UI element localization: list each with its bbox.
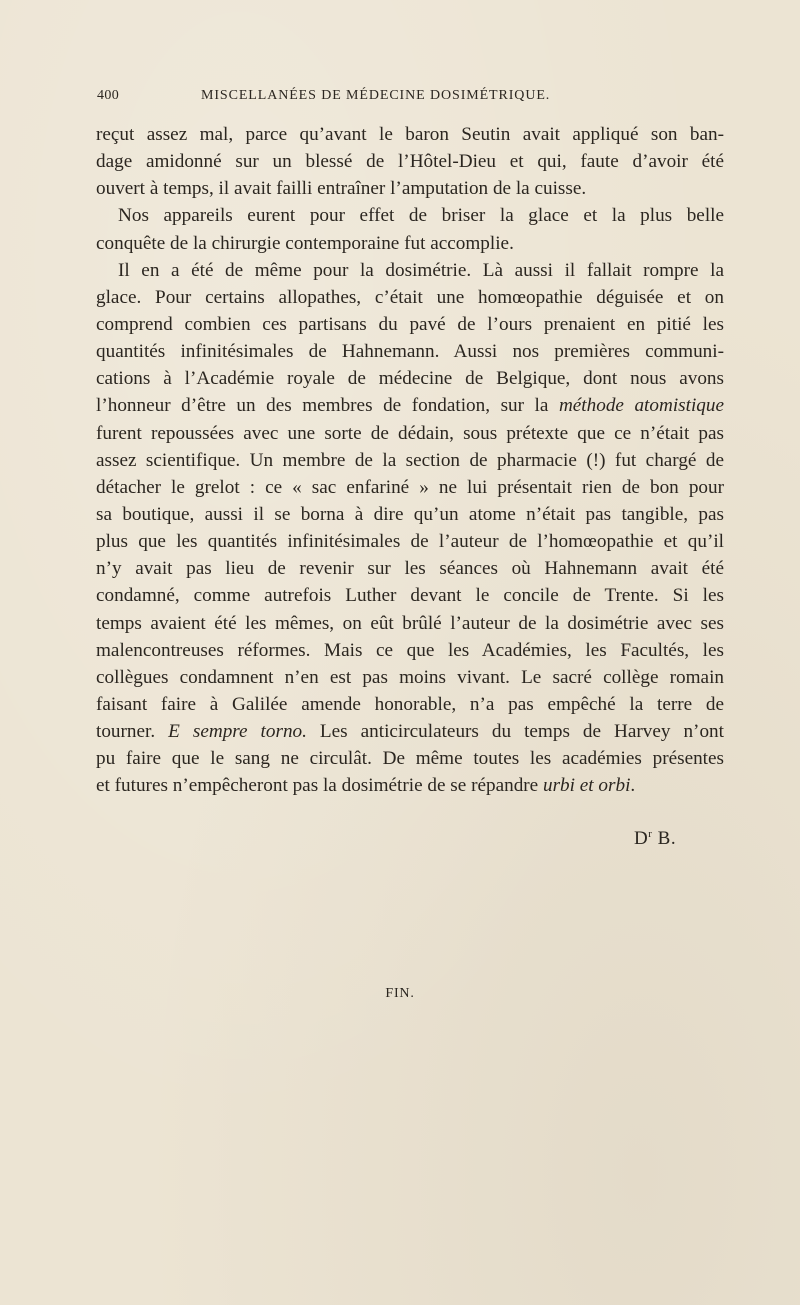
text-line <box>96 772 724 799</box>
text-line: reçut assez mal, parce qu’avant le baron Seutin avait appliqué son ban- <box>96 124 724 145</box>
page-number: 400 <box>97 88 120 103</box>
italic-phrase: urbi et orbi <box>543 775 631 797</box>
text-line: Nos appareils eurent pour effet de briser la glace et la plus belle <box>118 205 724 227</box>
text-line: détacher le grelot : ce « sac enfariné » ne lui présentait rien de bon pour <box>96 476 724 498</box>
running-title: MISCELLANÉES DE MÉDECINE DOSIMÉTRIQUE. <box>201 88 551 103</box>
text-line: dage amidonné sur un blessé de l’Hôtel-Dieu et qui, faute d’avoir été <box>96 151 724 173</box>
text-line: comprend combien ces partisans du pavé de l’ours prenaient en pitié les <box>96 313 724 335</box>
text-line: faisant faire à Galilée amende honorable, n’a pas empêché la terre de <box>96 693 724 715</box>
text-line: Il en a été de même pour la dosimétrie. Là aussi il fallait rompre la <box>118 259 724 281</box>
text-line: furent repoussées avec une sorte de dédain, sous prétexte que ce n’était pas <box>96 422 724 444</box>
text-line: sa boutique, aussi il se borna à dire qu’un atome n’était pas tangible, pas <box>96 503 724 525</box>
signature-superscript: r <box>648 828 653 840</box>
signature-prefix: D <box>634 828 649 849</box>
text-line: cations à l’Académie royale de médecine de Belgique, dont nous avons <box>96 368 724 390</box>
text-line: condamné, comme autrefois Luther devant le concile de Trente. Si les <box>96 585 724 607</box>
author-signature <box>634 828 676 850</box>
text-segment: . <box>630 775 636 797</box>
body-text <box>96 121 724 800</box>
text-line: n’y avait pas lieu de revenir sur les séances où Hahnemann avait été <box>96 558 724 580</box>
italic-phrase: méthode atomistique <box>558 395 724 417</box>
text-line: collègues condamnent n’en est pas moins vivant. Le sacré collège romain <box>96 666 724 688</box>
italic-phrase: E sempre torno. <box>168 721 307 743</box>
signature-initial: B. <box>652 828 677 849</box>
text-line: malencontreuses réformes. Mais ce que les Académies, les Facultés, les <box>96 639 724 661</box>
text-line: quantités infinitésimales de Hahnemann. Aussi nos premières communi- <box>96 341 724 363</box>
text-line: conquête de la chirurgie contemporaine fut accomplie. <box>96 232 514 254</box>
running-head <box>97 88 705 108</box>
text-line: ouvert à temps, il avait failli entraîner l’amputation de la cuisse. <box>96 178 587 200</box>
text-line: assez scientifique. Un membre de la section de pharmacie (!) fut chargé de <box>96 449 724 471</box>
text-segment: l’honneur d’être un des membres de fondation, sur la <box>96 395 559 417</box>
text-line: pu faire que le sang ne circulât. De même toutes les académies présentes <box>96 748 724 770</box>
text-segment: Les anticirculateurs du temps de Harvey n’ont <box>306 721 724 743</box>
text-line: plus que les quantités infinitésimales de l’auteur de l’homœopathie et qu’il <box>96 531 724 553</box>
text-line <box>96 392 724 419</box>
text-line: glace. Pour certains allopathes, c’était une homœopathie déguisée et on <box>96 286 724 308</box>
text-segment: tourner. <box>96 721 169 743</box>
text-line <box>96 718 724 745</box>
text-line: temps avaient été les mêmes, on eût brûlé l’auteur de la dosimétrie avec ses <box>96 612 724 634</box>
end-mark: FIN. <box>385 986 415 1001</box>
text-segment: et futures n’empêcheront pas la dosimétrie de se répandre <box>96 775 543 797</box>
